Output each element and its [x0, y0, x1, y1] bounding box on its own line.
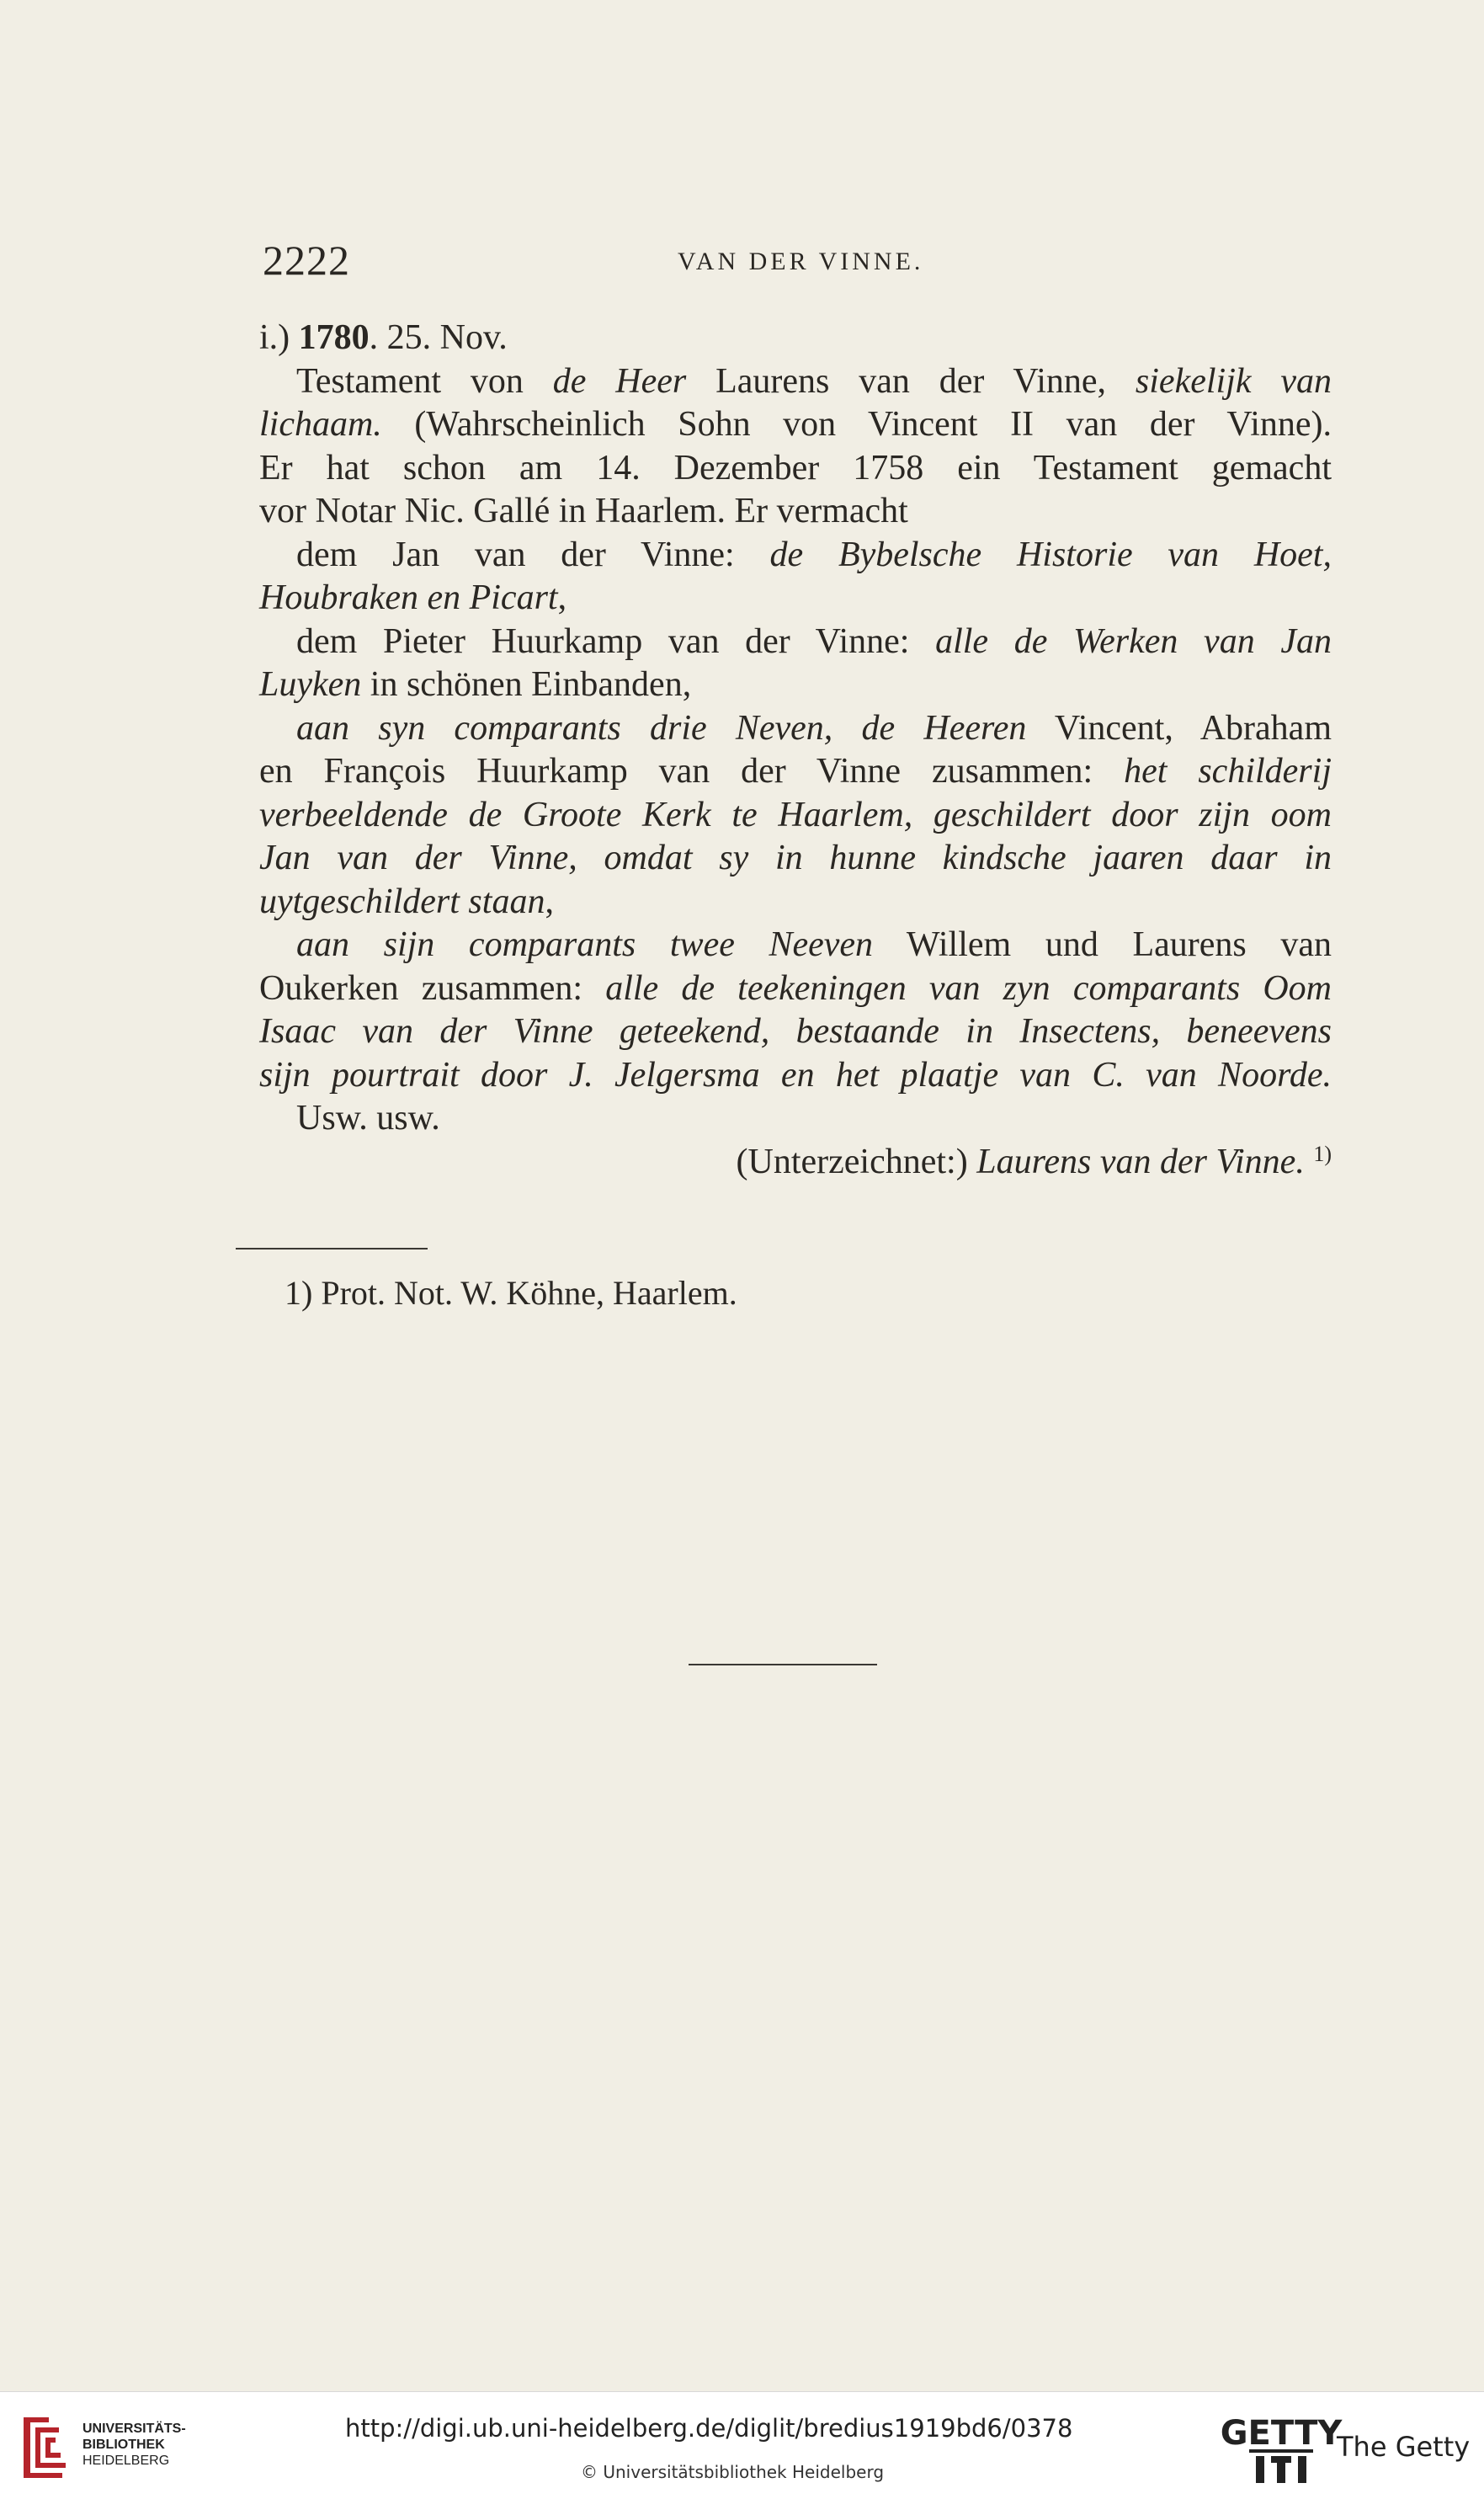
permalink-url[interactable]: http://digi.ub.uni-heidelberg.de/diglit/bredius1919bd6/0378 [345, 2414, 1073, 2443]
italic-span: de Bybelsche Historie van Hoet, [769, 535, 1332, 574]
entry-prefix: i.) [259, 318, 290, 357]
text-line [259, 447, 1332, 491]
italic-span: sijn pourtrait door J. Jelgersma en het plaatje van C. van Noorde. [259, 1055, 1332, 1095]
italic-span: siekelijk van [1135, 361, 1332, 401]
ub-line-2: BIBLIOTHEK [82, 2438, 165, 2452]
text-line [259, 663, 1332, 707]
signature-line [259, 1141, 1332, 1185]
italic-span: Houbraken en Picart [259, 578, 558, 617]
text-line [259, 881, 1332, 924]
university-library-logo[interactable] [15, 2411, 184, 2486]
page-header [263, 236, 1332, 286]
roman-span: (Wahrscheinlich Sohn von Vincent II van der Vinne). [381, 405, 1332, 444]
italic-span: alle de Werken van Jan [935, 621, 1332, 661]
text-line [259, 750, 1332, 794]
italic-span: Jan van der Vinne, omdat sy in hunne kindsche jaaren daar in [259, 839, 1332, 877]
roman-span: , [557, 578, 567, 617]
italic-span: het schilderij [1124, 752, 1332, 791]
roman-span: Willem und Laurens van [873, 925, 1332, 964]
ub-line-1: UNIVERSITÄTS- [82, 2422, 186, 2436]
ub-logo-icon [15, 2411, 71, 2485]
roman-span: Vincent, Abraham [1026, 708, 1332, 748]
text-line [259, 1054, 1332, 1098]
footnote-divider [236, 1248, 428, 1250]
entry-heading [259, 317, 1332, 360]
italic-span: Isaac van der Vinne geteekend, bestaande in Insectens, beneevens [259, 1012, 1332, 1051]
italic-span: aan sijn comparants twee Neeven [296, 925, 874, 964]
italic-span: lichaam. [259, 405, 382, 444]
italic-span: aan syn comparants drie Neven, de Heeren [296, 708, 1027, 748]
viewer-footer [0, 2391, 1484, 2499]
roman-span: Testament von [296, 361, 553, 401]
roman-span: in schönen Einbanden, [361, 665, 692, 704]
text-line [259, 490, 1332, 534]
roman-span: Oukerken zusammen: [259, 968, 606, 1008]
ub-line-3: HEIDELBERG [82, 2454, 170, 2468]
body-lines [259, 360, 1332, 1141]
roman-span: Er hat schon am 14. Dezember 1758 ein Testament gemacht [259, 448, 1332, 488]
italic-span: verbeeldende de Groote Kerk te Haarlem, geschildert door zijn oom [259, 795, 1332, 834]
text-line [259, 924, 1332, 967]
roman-span: dem Pieter Huurkamp van der Vinne: [296, 621, 936, 661]
footnote-reference: 1) [1313, 1141, 1332, 1166]
entry-date: . 25. Nov. [369, 318, 508, 357]
running-head: VAN DER VINNE. [678, 248, 924, 275]
italic-span: Luyken [259, 665, 362, 704]
footnote-marker: 1) [285, 1274, 313, 1312]
roman-span: , [545, 882, 554, 921]
footnote-text: Prot. Not. W. Köhne, Haarlem. [312, 1274, 737, 1312]
text-line [259, 707, 1332, 751]
text-line [259, 360, 1332, 404]
text-line [259, 577, 1332, 621]
text-line [259, 1010, 1332, 1054]
text-line [259, 837, 1332, 881]
roman-span: vor Notar Nic. Gallé in Haarlem. Er vermacht [259, 492, 908, 530]
roman-span: Usw. usw. [296, 1099, 440, 1138]
body-text [259, 317, 1332, 1184]
italic-span: de Heer [552, 361, 687, 401]
ub-logo-text [82, 2421, 186, 2469]
roman-span: dem Jan van der Vinne: [296, 535, 770, 574]
entry-year: 1780 [298, 318, 370, 357]
signature-name: Laurens van der Vinne. [976, 1142, 1305, 1181]
footnote [285, 1273, 737, 1313]
text-line [259, 794, 1332, 838]
end-divider [689, 1664, 877, 1665]
svg-text:GETTY: GETTY [1220, 2414, 1343, 2453]
roman-span: Laurens van der Vinne, [686, 361, 1136, 401]
italic-span: alle de teekeningen van zyn comparants Oom [605, 968, 1332, 1008]
text-line [259, 621, 1332, 664]
roman-span: en François Huurkamp van der Vinne zusammen: [259, 752, 1125, 791]
signature-prefix: (Unterzeichnet:) [736, 1142, 977, 1181]
italic-span: uytgeschildert staan [259, 882, 545, 921]
text-line [259, 1097, 1332, 1141]
getty-name: The Getty [1337, 2431, 1471, 2463]
text-line [259, 534, 1332, 578]
text-line [259, 403, 1332, 447]
getty-logo-icon[interactable] [1220, 2411, 1343, 2486]
copyright-notice: © Universitätsbibliothek Heidelberg [581, 2462, 885, 2482]
text-line [259, 967, 1332, 1011]
page-number: 2222 [263, 237, 350, 284]
